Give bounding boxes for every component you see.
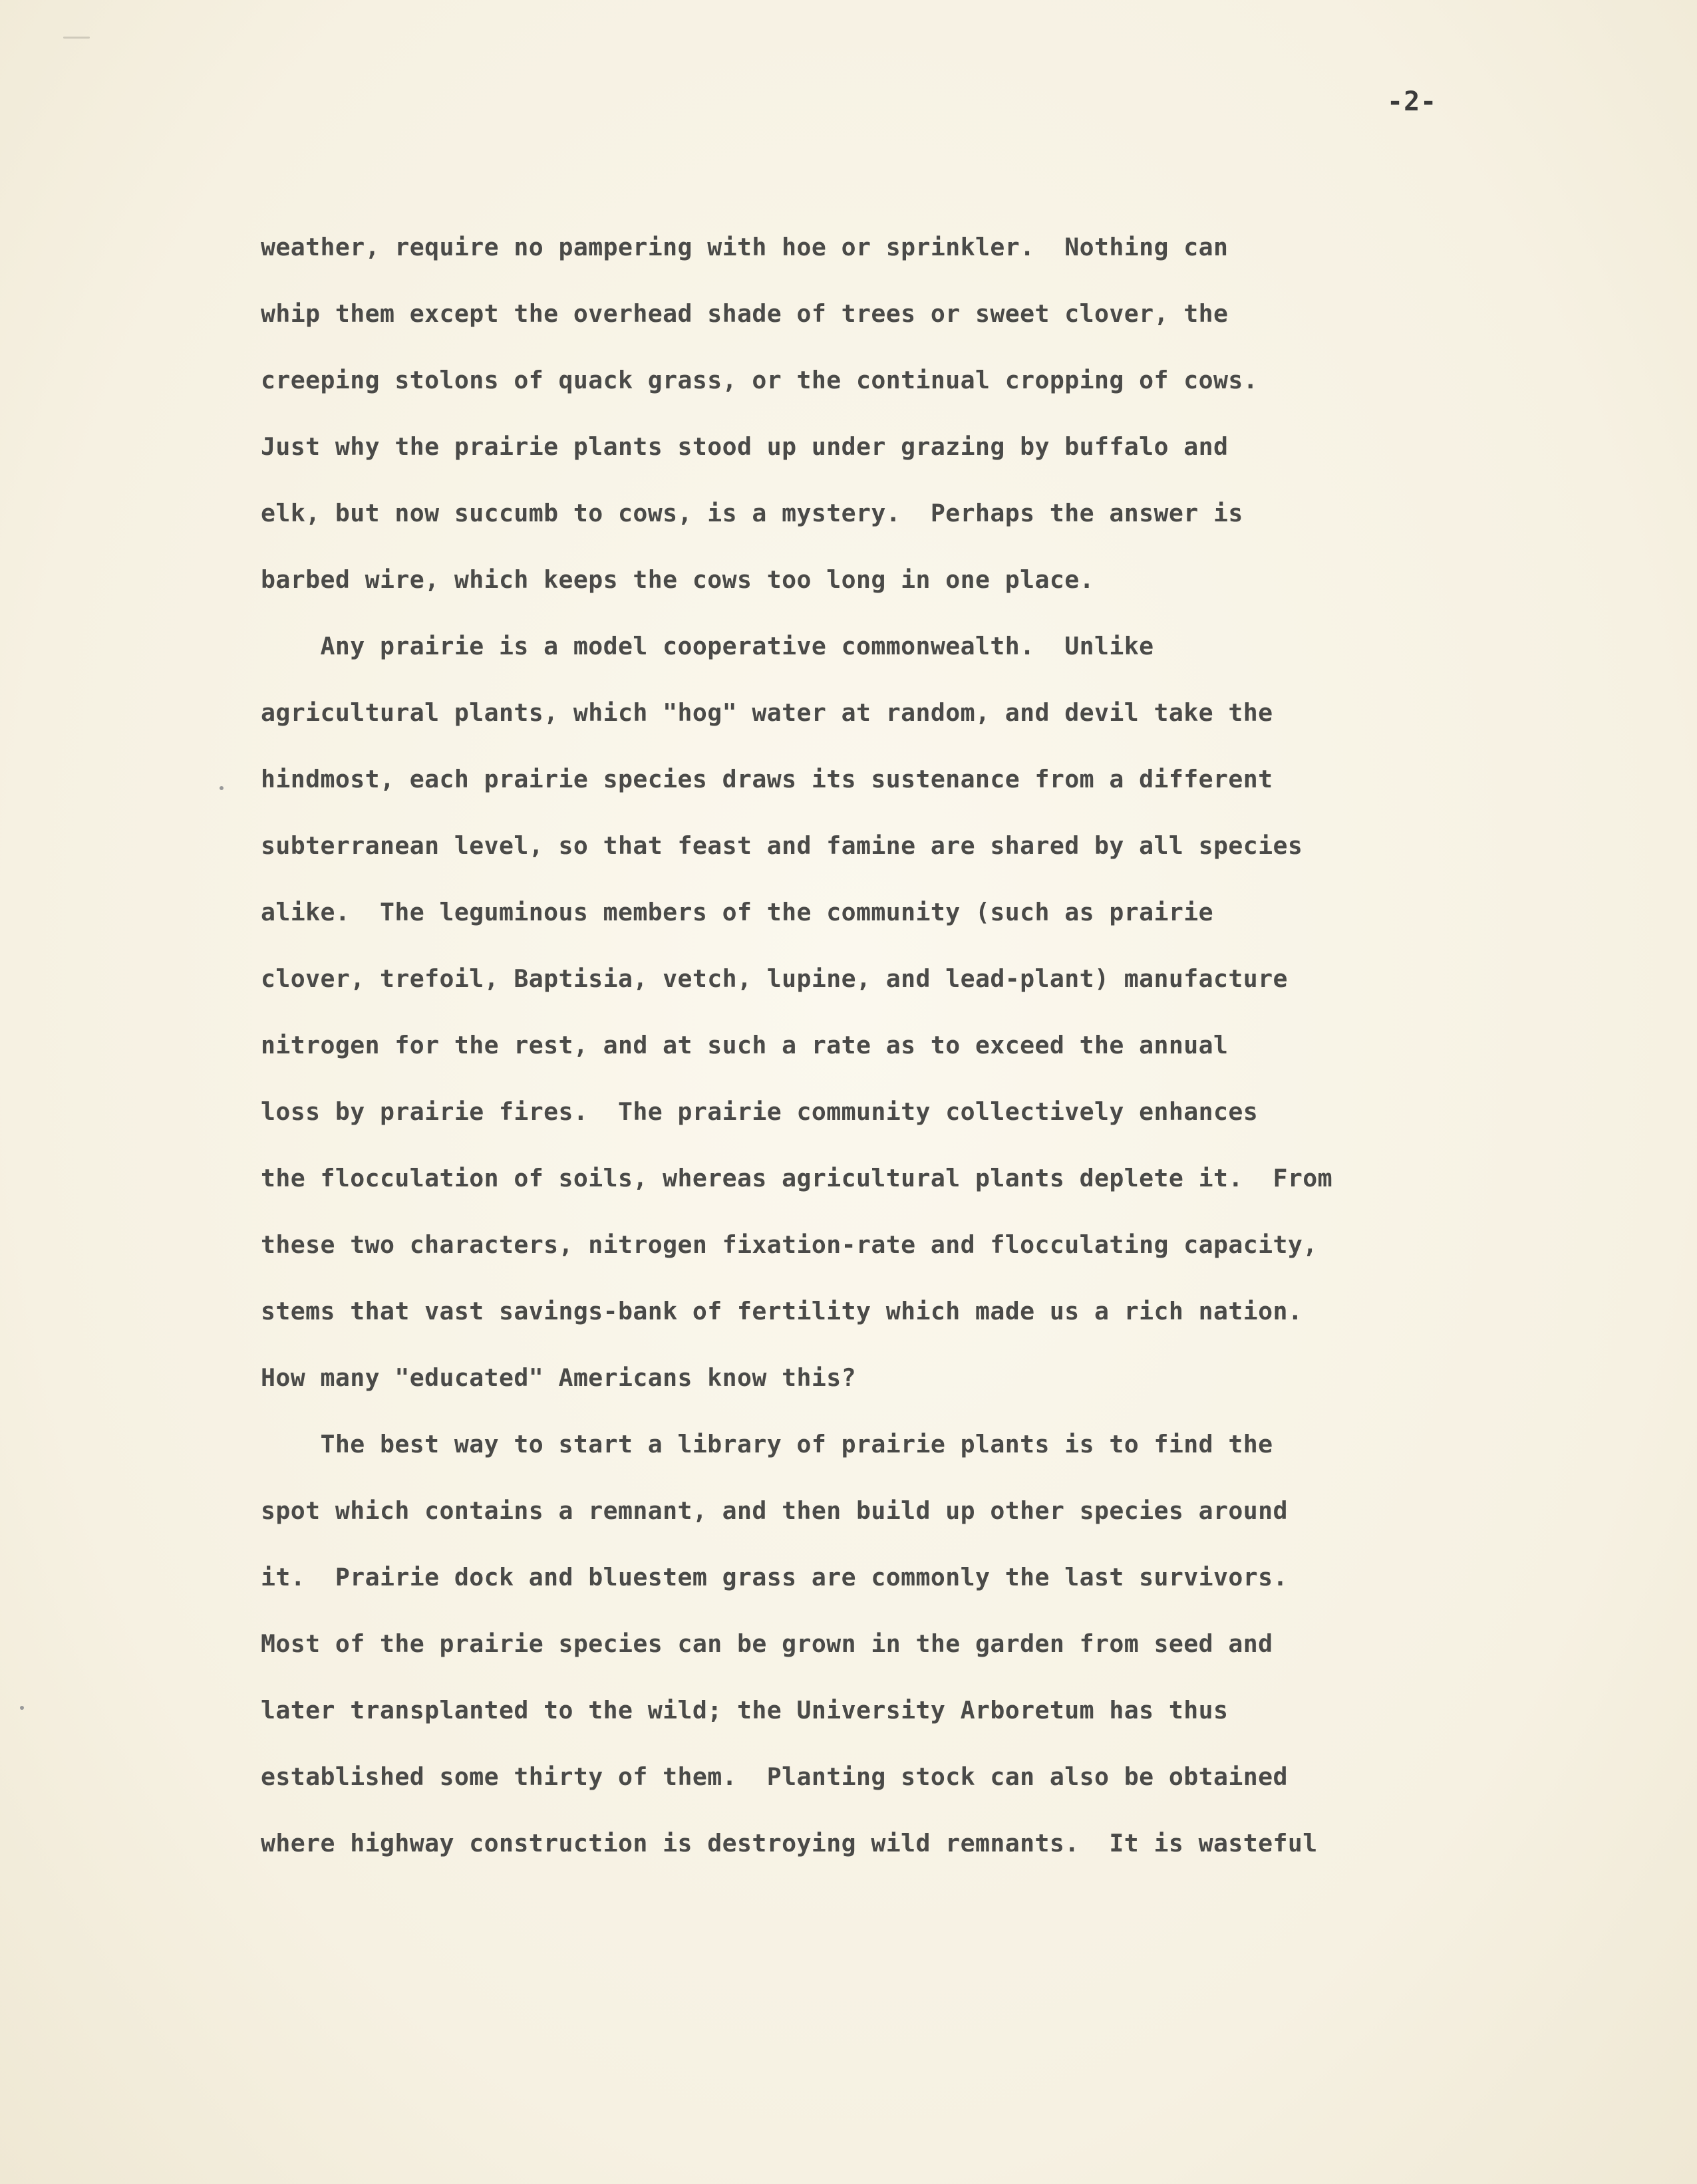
text-line: creeping stolons of quack grass, or the continual cropping of cows. (261, 366, 1259, 394)
text-line: stems that vast savings-bank of fertility which made us a rich nation. (261, 1297, 1303, 1325)
paper-speck (220, 786, 224, 790)
text-line: subterranean level, so that feast and famine are shared by all species (261, 831, 1303, 860)
paper-speck (63, 37, 90, 39)
paper-speck (20, 1706, 24, 1710)
body-text (261, 214, 1591, 1877)
text-line: spot which contains a remnant, and then build up other species around (261, 1496, 1288, 1525)
text-line: How many "educated" Americans know this? (261, 1363, 856, 1392)
text-line: hindmost, each prairie species draws its sustenance from a different (261, 765, 1273, 793)
page-number: -2- (1387, 86, 1438, 117)
text-line: where highway construction is destroying wild remnants. It is wasteful (261, 1829, 1318, 1857)
text-line: The best way to start a library of prairie plants is to find the (261, 1430, 1273, 1458)
text-line: loss by prairie fires. The prairie community collectively enhances (261, 1097, 1259, 1126)
text-line: later transplanted to the wild; the University Arboretum has thus (261, 1696, 1229, 1724)
text-line: barbed wire, which keeps the cows too long in one place. (261, 565, 1094, 594)
text-line: nitrogen for the rest, and at such a rate as to exceed the annual (261, 1031, 1229, 1059)
text-line: Just why the prairie plants stood up under grazing by buffalo and (261, 432, 1229, 461)
text-line: clover, trefoil, Baptisia, vetch, lupine, and lead-plant) manufacture (261, 964, 1288, 993)
text-line: weather, require no pampering with hoe or sprinkler. Nothing can (261, 233, 1229, 261)
text-line: the flocculation of soils, whereas agricultural plants deplete it. From (261, 1164, 1332, 1192)
text-line: elk, but now succumb to cows, is a mystery. Perhaps the answer is (261, 499, 1243, 527)
text-line: these two characters, nitrogen fixation-rate and flocculating capacity, (261, 1230, 1318, 1259)
text-line: it. Prairie dock and bluestem grass are commonly the last survivors. (261, 1563, 1288, 1591)
text-line: Most of the prairie species can be grown in the garden from seed and (261, 1629, 1273, 1658)
text-line: agricultural plants, which "hog" water at random, and devil take the (261, 698, 1273, 727)
text-line: whip them except the overhead shade of trees or sweet clover, the (261, 299, 1229, 328)
text-line: alike. The leguminous members of the community (such as prairie (261, 898, 1213, 926)
text-line: Any prairie is a model cooperative commonwealth. Unlike (261, 632, 1154, 660)
text-line: established some thirty of them. Planting stock can also be obtained (261, 1762, 1288, 1791)
